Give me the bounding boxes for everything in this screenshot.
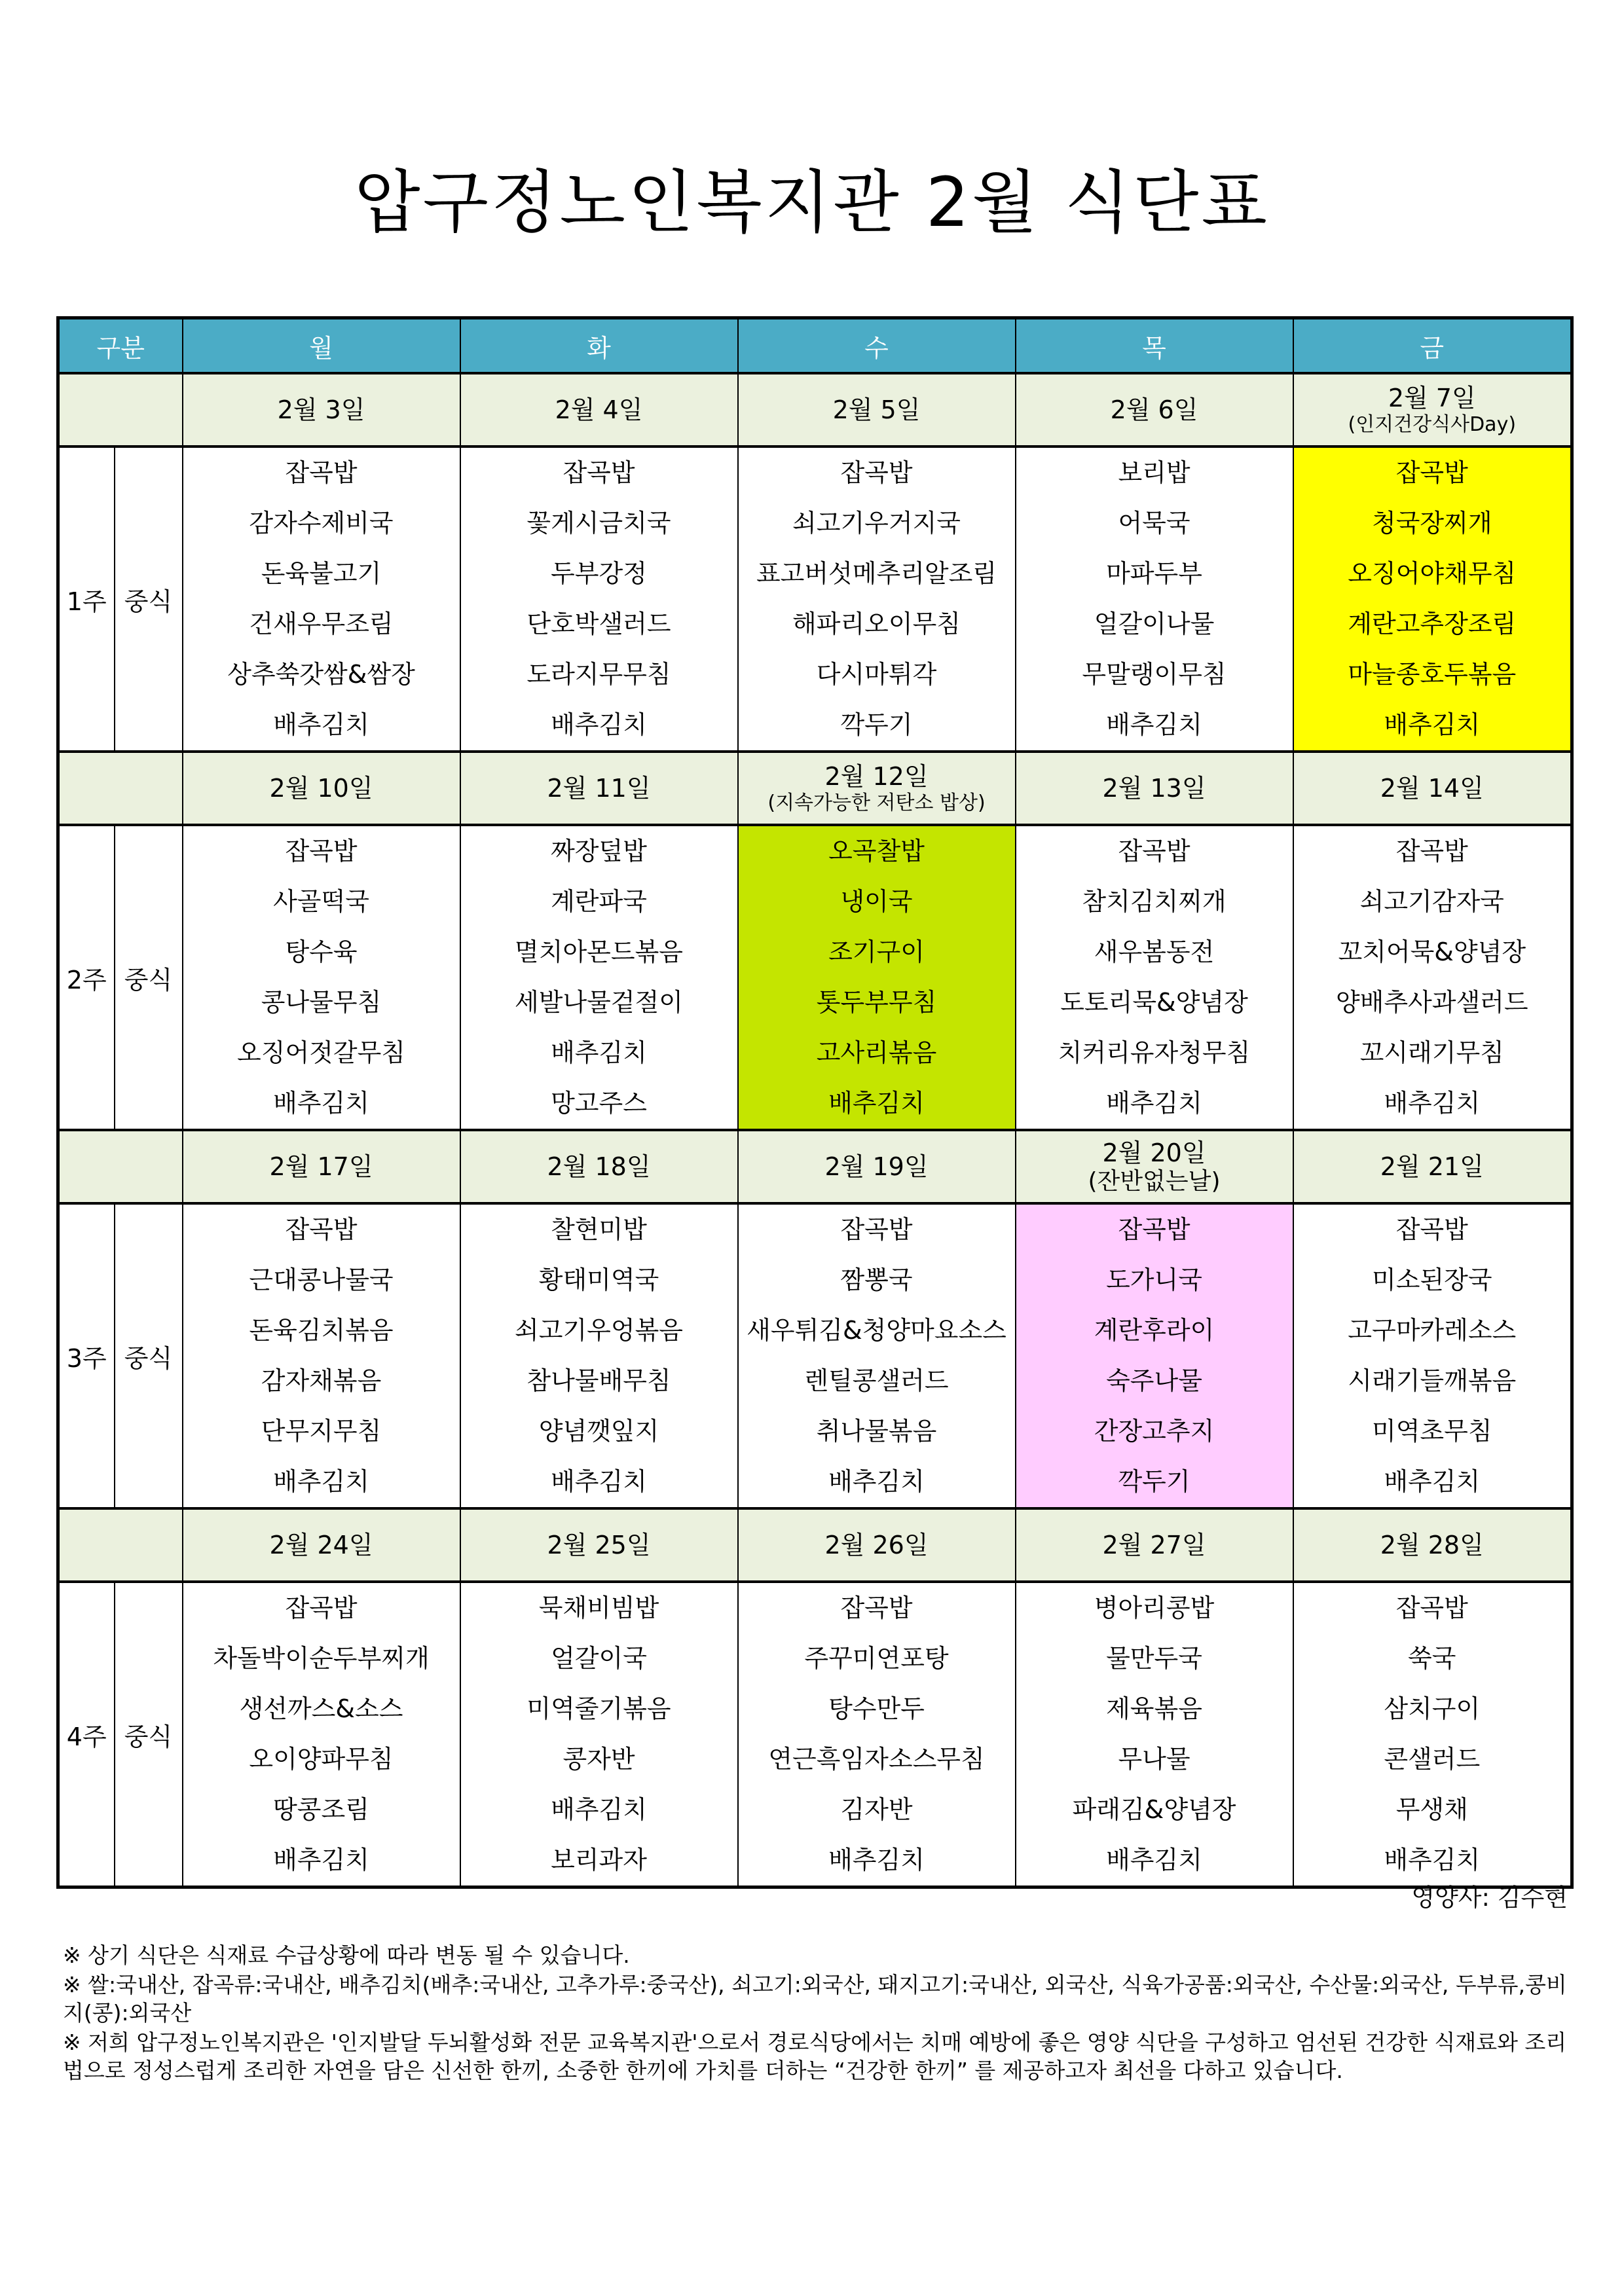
- date-cell-mon: [183, 373, 460, 446]
- date-label: 2월 10일: [269, 774, 373, 803]
- dish-item: 보리과자: [551, 1846, 647, 1874]
- dish-item: 얼갈이나물: [1094, 610, 1215, 638]
- dish-item: 상추쑥갓쌈&쌈장: [227, 660, 415, 689]
- menu-cell-fri: [1293, 825, 1572, 1130]
- menu-cell-thu: [1016, 446, 1293, 752]
- dish-item: 배추김치: [273, 1467, 369, 1496]
- dish-item: 도가니국: [1106, 1266, 1202, 1294]
- dish-item: 두부강정: [551, 559, 647, 588]
- dish-item: 고사리볶음: [816, 1038, 937, 1067]
- dish-item: 잡곡밥: [563, 458, 635, 487]
- dish-item: 참치김치찌개: [1082, 887, 1227, 916]
- dish-item: 망고주스: [551, 1089, 647, 1118]
- menu-row: [58, 1203, 1572, 1508]
- date-cell-mon: [183, 1508, 460, 1582]
- meal-label: 중식: [115, 825, 183, 1130]
- dish-item: 배추김치: [1384, 1089, 1481, 1118]
- week-label: 3주: [58, 1203, 115, 1508]
- week-label: 1주: [58, 446, 115, 752]
- dish-item: 쇠고기감자국: [1359, 887, 1504, 916]
- table-header-row: [58, 318, 1572, 374]
- dish-item: 미소된장국: [1371, 1266, 1492, 1294]
- dish-item: 어묵국: [1118, 509, 1190, 538]
- menu-cell-wed: [738, 1582, 1016, 1887]
- dish-item: 오징어야채무침: [1348, 559, 1517, 588]
- dish-item: 오곡찰밥: [828, 837, 925, 866]
- header-category: 구분: [58, 318, 183, 374]
- note-menu-change: ※ 상기 식단은 식재료 수급상황에 따라 변동 될 수 있습니다.: [63, 1942, 630, 1968]
- menu-cell-wed: [738, 1203, 1016, 1508]
- dish-item: 건새우무조림: [249, 610, 394, 638]
- dish-item: 깍두기: [1118, 1467, 1190, 1496]
- dish-item: 감자수제비국: [249, 509, 394, 538]
- dish-item: 무말랭이무침: [1082, 660, 1227, 689]
- header-day-mon: 월: [183, 318, 460, 374]
- date-row-blank: [58, 752, 183, 825]
- dish-item: 미역줄기볶음: [526, 1694, 671, 1723]
- dish-item: 잡곡밥: [1395, 458, 1468, 487]
- dish-item: 쑥국: [1408, 1644, 1456, 1673]
- menu-row: [58, 1582, 1572, 1887]
- dish-item: 단무지무침: [261, 1417, 382, 1446]
- dish-item: 얼갈이국: [551, 1644, 647, 1673]
- dish-item: 마파두부: [1106, 559, 1202, 588]
- date-label: 2월 26일: [824, 1531, 929, 1559]
- menu-cell-wed: [738, 446, 1016, 752]
- dish-item: 짜장덮밥: [551, 837, 647, 866]
- dish-item: 마늘종호두볶음: [1348, 660, 1517, 689]
- dish-item: 취나물볶음: [816, 1417, 937, 1446]
- note-mission: ※ 저희 압구정노인복지관은 '인지발달 두뇌활성화 전문 교육복지관'으로서 경로식당에서는 치매 예방에 좋은 영양 식단을 구성하고 엄선된 건강한 식재료와 조리법으로 정성스럽게 조리한 자연을 담은 신선한 한끼, 소중한 한끼에 가치를 더하는 “건강한 한끼” 를 제공하고자 최선을 다하고 있습니다.: [63, 2030, 1567, 2083]
- dish-item: 계란후라이: [1094, 1316, 1215, 1345]
- dish-item: 근대콩나물국: [249, 1266, 394, 1294]
- date-row: [58, 373, 1572, 446]
- week-label: 2주: [58, 825, 115, 1130]
- dish-item: 연근흑임자소스무침: [768, 1745, 985, 1774]
- dish-item: 치커리유자청무침: [1058, 1038, 1251, 1067]
- dish-item: 탕수만두: [828, 1694, 925, 1723]
- dish-item: 참나물배무침: [526, 1366, 671, 1395]
- dish-item: 차돌박이순두부찌개: [213, 1644, 430, 1673]
- dish-item: 배추김치: [273, 710, 369, 739]
- dish-item: 콩나물무침: [261, 988, 382, 1017]
- dish-item: 배추김치: [1106, 710, 1202, 739]
- date-cell-thu: [1016, 1508, 1293, 1582]
- dish-item: 배추김치: [1384, 1846, 1481, 1874]
- dish-item: 간장고추지: [1094, 1417, 1215, 1446]
- dish-item: 잡곡밥: [1395, 1215, 1468, 1244]
- dish-item: 황태미역국: [538, 1266, 659, 1294]
- dish-item: 단호박샐러드: [526, 610, 671, 638]
- header-day-tue: 화: [460, 318, 738, 374]
- date-cell-tue: [460, 1508, 738, 1582]
- dish-item: 잡곡밥: [1395, 837, 1468, 866]
- dish-item: 무나물: [1118, 1745, 1190, 1774]
- menu-row: [58, 446, 1572, 752]
- dish-item: 계란파국: [551, 887, 647, 916]
- dish-item: 도토리묵&양념장: [1060, 988, 1248, 1017]
- date-cell-fri: [1293, 1508, 1572, 1582]
- dish-item: 잡곡밥: [1118, 1215, 1190, 1244]
- date-note: (지속가능한 저탄소 밥상): [767, 792, 986, 814]
- dish-item: 콩자반: [563, 1745, 635, 1774]
- date-label: 2월 6일: [1110, 395, 1198, 424]
- date-label: 2월 5일: [832, 395, 921, 424]
- date-cell-thu: [1016, 373, 1293, 446]
- dish-item: 톳두부무침: [816, 988, 937, 1017]
- menu-cell-wed: [738, 825, 1016, 1130]
- menu-cell-thu: [1016, 825, 1293, 1130]
- menu-cell-thu: [1016, 1582, 1293, 1887]
- week-label: 4주: [58, 1582, 115, 1887]
- dish-item: 계란고추장조림: [1348, 610, 1517, 638]
- dish-item: 감자채볶음: [261, 1366, 382, 1395]
- notes-section: [63, 1941, 1569, 2086]
- dish-item: 김자반: [840, 1795, 913, 1824]
- menu-cell-tue: [460, 825, 738, 1130]
- date-note: (잔반없는날): [1088, 1168, 1221, 1195]
- date-label: 2월 14일: [1380, 774, 1484, 803]
- dish-item: 배추김치: [551, 710, 647, 739]
- dish-item: 다시마튀각: [816, 660, 937, 689]
- menu-cell-tue: [460, 1203, 738, 1508]
- dish-item: 콘샐러드: [1384, 1745, 1481, 1774]
- date-label: 2월 19일: [824, 1152, 929, 1181]
- date-cell-fri: [1293, 752, 1572, 825]
- dish-item: 생선까스&소스: [239, 1694, 403, 1723]
- dish-item: 냉이국: [840, 887, 913, 916]
- date-row-blank: [58, 1508, 183, 1582]
- dish-item: 배추김치: [1106, 1089, 1202, 1118]
- date-row: [58, 1130, 1572, 1203]
- date-cell-mon: [183, 752, 460, 825]
- date-cell-wed: [738, 1508, 1016, 1582]
- dish-item: 오징어젓갈무침: [237, 1038, 405, 1067]
- menu-cell-mon: [183, 1582, 460, 1887]
- date-cell-thu: [1016, 1130, 1293, 1203]
- dish-item: 쇠고기우거지국: [792, 509, 961, 538]
- dish-item: 병아리콩밥: [1094, 1594, 1215, 1622]
- dish-item: 청국장찌개: [1371, 509, 1492, 538]
- dietitian-signature: 영양사: 김수현: [1411, 1884, 1568, 1912]
- date-label: 2월 24일: [269, 1531, 373, 1559]
- dish-item: 배추김치: [828, 1846, 925, 1874]
- dish-item: 배추김치: [273, 1089, 369, 1118]
- dish-item: 보리밥: [1118, 458, 1190, 487]
- dish-item: 잡곡밥: [840, 1594, 913, 1622]
- menu-cell-mon: [183, 825, 460, 1130]
- date-cell-wed: [738, 373, 1016, 446]
- dish-item: 물만두국: [1106, 1644, 1202, 1673]
- dish-item: 배추김치: [273, 1846, 369, 1874]
- date-row: [58, 1508, 1572, 1582]
- menu-cell-thu: [1016, 1203, 1293, 1508]
- dish-item: 탕수육: [285, 938, 358, 966]
- dish-item: 배추김치: [1384, 710, 1481, 739]
- dish-item: 꼬시래기무침: [1359, 1038, 1504, 1067]
- menu-cell-fri: [1293, 1582, 1572, 1887]
- dish-item: 새우봄동전: [1094, 938, 1215, 966]
- dish-item: 양배추사과샐러드: [1335, 988, 1528, 1017]
- date-label: 2월 18일: [547, 1152, 651, 1181]
- date-label: 2월 27일: [1102, 1531, 1206, 1559]
- dish-item: 삼치구이: [1384, 1694, 1481, 1723]
- dish-item: 배추김치: [1106, 1846, 1202, 1874]
- date-label: 2월 17일: [269, 1152, 373, 1181]
- dish-item: 파래김&양념장: [1072, 1795, 1236, 1824]
- header-day-thu: 목: [1016, 318, 1293, 374]
- dish-item: 잡곡밥: [840, 1215, 913, 1244]
- menu-cell-tue: [460, 1582, 738, 1887]
- date-label: 2월 11일: [547, 774, 651, 803]
- dish-item: 땅콩조림: [273, 1795, 369, 1824]
- dish-item: 잡곡밥: [285, 458, 358, 487]
- date-label: 2월 12일: [824, 762, 929, 791]
- dish-item: 표고버섯메추리알조림: [756, 559, 997, 588]
- dish-item: 배추김치: [828, 1089, 925, 1118]
- date-label: 2월 20일: [1102, 1139, 1206, 1167]
- date-cell-fri: [1293, 1130, 1572, 1203]
- dish-item: 렌틸콩샐러드: [804, 1366, 949, 1395]
- date-cell-tue: [460, 1130, 738, 1203]
- header-day-fri: 금: [1293, 318, 1572, 374]
- date-label: 2월 3일: [277, 395, 365, 424]
- date-label: 2월 28일: [1380, 1531, 1484, 1559]
- dish-item: 짬뽕국: [840, 1266, 913, 1294]
- dish-item: 고구마카레소스: [1348, 1316, 1517, 1345]
- meal-label: 중식: [115, 1203, 183, 1508]
- date-cell-mon: [183, 1130, 460, 1203]
- menu-row: [58, 825, 1572, 1130]
- date-label: 2월 13일: [1102, 774, 1206, 803]
- date-cell-thu: [1016, 752, 1293, 825]
- dish-item: 찰현미밥: [551, 1215, 647, 1244]
- dish-item: 사골떡국: [273, 887, 369, 916]
- dish-item: 꽃게시금치국: [526, 509, 671, 538]
- date-row: [58, 752, 1572, 825]
- date-label: 2월 21일: [1380, 1152, 1484, 1181]
- dish-item: 숙주나물: [1106, 1366, 1202, 1395]
- dish-item: 배추김치: [551, 1467, 647, 1496]
- dish-item: 잡곡밥: [1395, 1594, 1468, 1622]
- date-cell-fri: [1293, 373, 1572, 446]
- dish-item: 배추김치: [551, 1038, 647, 1067]
- meal-label: 중식: [115, 1582, 183, 1887]
- dish-item: 돈육김치볶음: [249, 1316, 394, 1345]
- menu-cell-tue: [460, 446, 738, 752]
- date-label: 2월 25일: [547, 1531, 651, 1559]
- menu-cell-mon: [183, 446, 460, 752]
- meal-label: 중식: [115, 446, 183, 752]
- dish-item: 미역초무침: [1371, 1417, 1492, 1446]
- menu-cell-fri: [1293, 1203, 1572, 1508]
- date-cell-tue: [460, 752, 738, 825]
- dish-item: 잡곡밥: [285, 1594, 358, 1622]
- dish-item: 도라지무무침: [526, 660, 671, 689]
- dish-item: 세발나물겉절이: [515, 988, 683, 1017]
- dish-item: 돈육불고기: [261, 559, 382, 588]
- meal-plan-table: [56, 316, 1574, 1889]
- date-note: (인지건강식사Day): [1348, 413, 1517, 436]
- date-cell-wed: [738, 1130, 1016, 1203]
- date-label: 2월 4일: [555, 395, 643, 424]
- dish-item: 잡곡밥: [285, 1215, 358, 1244]
- dish-item: 배추김치: [551, 1795, 647, 1824]
- dish-item: 시래기들깨볶음: [1348, 1366, 1517, 1395]
- dish-item: 해파리오이무침: [792, 610, 961, 638]
- dish-item: 오이양파무침: [249, 1745, 394, 1774]
- date-cell-tue: [460, 373, 738, 446]
- date-cell-wed: [738, 752, 1016, 825]
- dish-item: 쇠고기우엉볶음: [515, 1316, 683, 1345]
- dish-item: 새우튀김&청양마요소스: [747, 1316, 1006, 1345]
- note-origin: ※ 쌀:국내산, 잡곡류:국내산, 배추김치(배추:국내산, 고추가루:중국산), 쇠고기:외국산, 돼지고기:국내산, 외국산, 식육가공품:외국산, 수산물:외국산, 두부류,콩비지(콩):외국산: [63, 1972, 1567, 2026]
- dish-item: 배추김치: [1384, 1467, 1481, 1496]
- dish-item: 묵채비빔밥: [538, 1594, 659, 1622]
- dish-item: 멸치아몬드볶음: [515, 938, 683, 966]
- dish-item: 배추김치: [828, 1467, 925, 1496]
- dish-item: 잡곡밥: [285, 837, 358, 866]
- dish-item: 깍두기: [840, 710, 913, 739]
- menu-cell-fri: [1293, 446, 1572, 752]
- date-label: 2월 7일: [1388, 384, 1476, 412]
- dish-item: 잡곡밥: [840, 458, 913, 487]
- menu-cell-mon: [183, 1203, 460, 1508]
- dish-item: 조기구이: [828, 938, 925, 966]
- dish-item: 주꾸미연포탕: [804, 1644, 949, 1673]
- date-row-blank: [58, 373, 183, 446]
- dish-item: 잡곡밥: [1118, 837, 1190, 866]
- dish-item: 제육볶음: [1106, 1694, 1202, 1723]
- header-day-wed: 수: [738, 318, 1016, 374]
- dish-item: 양념깻잎지: [538, 1417, 659, 1446]
- dish-item: 무생채: [1395, 1795, 1468, 1824]
- date-row-blank: [58, 1130, 183, 1203]
- page-title: 압구정노인복지관 2월 식단표: [354, 162, 1270, 242]
- dish-item: 꼬치어묵&양념장: [1338, 938, 1526, 966]
